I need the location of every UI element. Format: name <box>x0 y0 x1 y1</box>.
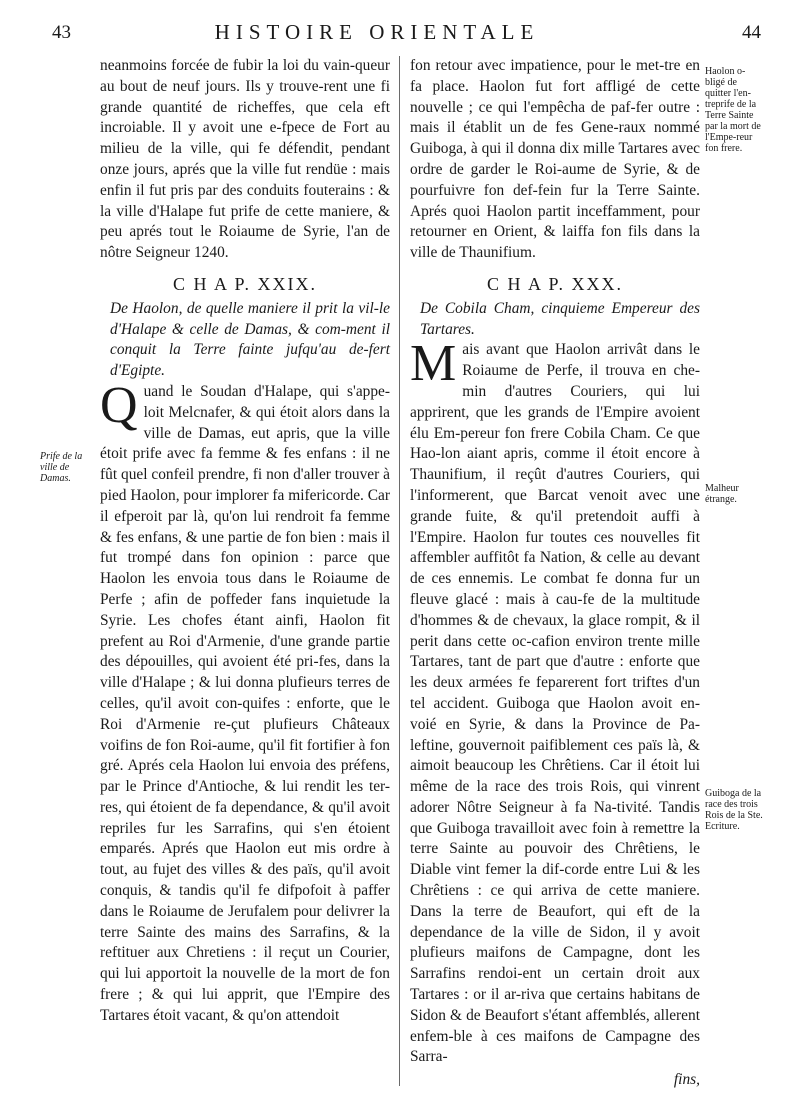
left-column <box>100 56 390 1027</box>
running-head <box>0 14 800 48</box>
left-paragraph-2-text: uand le Soudan d'Halape, qui s'appe-loit Melcnafer, & qui étoit alors dans la ville de Damas, eut apris, que la ville étoit prife avec fa femme & fes enfans : il ne fût quel confeil prendre, fi non d'aller trouver à pied Haolon, pour implorer fa mifericorde. Car il efperoit par là, qu'on lui rendroit fa femme & fes enfans, & une partie de fon bien : mais il fut trompé dans fon opinion : parce que Haolon les envoia tous dans le Roiaume de Perfe ; afin de poffeder fans inquietude la Syrie. Les chofes étant ainfi, Haolon fit prefent au Roi d'Armenie, d'une grande partie des dépouilles, qui avoient été pri-fes, dans la ville d'Halape ; & lui donna plufieurs terres de celles, qu'il avoit con-quifes : enforte, que le Roi d'Armenie re-çut plufieurs Châteaux voifins de fon Roi-aume, qu'il fit fortifier à fon gré. Aprés cela Haolon lui envoia des préfens, par le Prince d'Antioche, & lui rendit les ter-res, qui étoient de fa dependance, & qu'il avoit repriles fur les Sarrafins, qui s'en étoient emparés. Aprés que Haolon eut mis ordre à tout, au fujet des villes & des païs, qu'il avoit conquis, & tandis qu'il fe difpofoit à paffer dans le Roiaume de Jerufalem pour delivrer la terre Sainte des mains des Sarrafins, & la reftituer aux Chretiens : il reçut un Courier, qui lui apportoit la nouvelle de la mort de fon frere ; & qui lui apprit, que l'Empire des Tartares étoit vacant, & qu'on attendoit <box>100 382 390 1024</box>
chapter-29-title: C H A P. XXIX. <box>172 273 318 294</box>
chapter-30-title: C H A P. XXX. <box>486 273 624 294</box>
dropcap-q: Q <box>100 376 138 434</box>
chapter-30-summary: De Cobila Cham, cinquieme Empereur des Tartares. <box>420 299 700 338</box>
dropcap-m: M <box>410 335 457 393</box>
left-paragraph-2 <box>100 376 390 1027</box>
right-paragraph-1: fon retour avec impatience, pour le met-tre en fa place. Haolon fut fort affligé de cette nouvelle ; ce qui l'empêcha de paf-fer outre : mais il établit un de fes Gene-raux nommé Guiboga, à qui il donna dix mille Tartares avec ordre de garder le Roi-aume de Syrie, & de pourfuivre fon def-fein fur la Terre Sainte. Aprés quoi Haolon partit inceffamment, pour retourner en Orient, & laiffa fon fils dans la ville de Thaunifium. <box>410 57 700 262</box>
page-number-left: 43 <box>52 22 71 43</box>
column-divider <box>399 56 400 1086</box>
running-title: HISTOIRE ORIENTALE <box>214 20 540 44</box>
left-paragraph-1: neanmoins forcée de fubir la loi du vain-queur au bout de neuf jours. Ils y trouve-rent une fi grande quantité de richeffes, que cela eft incroiable. Il y avoit une e-fpece de Fort au milieu de la ville, qui fe défendit, pendant onze jours, aprés que la ville fut rendüe : mais enfin il fut pris par des conduits fouterains : & la ville d'Halape fut prife de cette maniere, & peu aprés tout le Roiaume de Syrie, l'an de nôtre Seigneur 1240. <box>100 57 390 262</box>
right-column <box>410 56 700 1091</box>
right-paragraph-2 <box>410 335 700 1068</box>
margin-note-right-3: Guiboga de la race des trois Rois de la Ste. Ecriture. <box>705 788 763 832</box>
margin-note-left: Prife de la ville de Damas. <box>40 451 83 484</box>
page-number-right: 44 <box>742 22 761 43</box>
catchword: fins, <box>673 1071 700 1089</box>
margin-note-right-2: Malheur étrange. <box>705 483 739 505</box>
margin-note-right-1: Haolon o-bligé de quitter l'en-treprife de la Terre Sainte par la mort de l'Empe-reur fon frere. <box>705 66 761 154</box>
chapter-29-summary: De Haolon, de quelle maniere il prit la vil-le d'Halape & celle de Damas, & com-ment il conquit la Terre fainte jufqu'au de-fert d'Egipte. <box>110 299 390 380</box>
right-paragraph-2-text: ais avant que Haolon arrivât dans le Roiaume de Perfe, il trouva en che-min d'autres Couriers, qui lui apprirent, que les grands de l'Empire avoient élu Em-pereur fon frere Cobila Cham. Ce que Hao-lon aiant apris, comme il étoit encore à Thaunifium, il reçût d'autres Couriers, qui l'informerent, que Barcat venoit avec une grande fuite, & qu'il pretendoit auffi à l'Empire. Haolon fur toutes ces nouvelles fit affembler auffitôt fa Nation, & celle au devant de ces ennemis. Le combat fe donna fur un fleuve glacé : mais à cau-fe de la multitude d'hommes & de chevaux, la glace rompit, & il perit dans cette oc-cafion environ trente mille Tartares, tant de part que d'autre : enforte que les deux armées fe feparerent fort triftes d'un tel accident. Guiboga que Haolon avoit en-voié en Syrie, & dans la Province de Pa-leftine, gouvernoit paifiblement ces païs là, & aimoit beaucoup les Chrêtiens. Car il étoit lui même de la race des trois Rois, qui vinrent adorer Nôtre Seigneur à fa Na-tivité. Tandis que Guiboga travailloit avec foin à remettre la terre Sainte au pouvoir des Chrêtiens, le Diable vint femer la dif-corde entre Lui & les Chrêtiens : ce qui arriva de cette maniere. Dans la terre de Beaufort, qui eft de la dependance de la ville de Sidon, il y avoit plufieurs maifons de Campagne, dont les Sarrafins rendoi-ent un certain droit aux Tartares : or il ar-riva que certains habitans de Sidon & de Beaufort s'étant affemblés, allerent enfem-ble à ces maifons de Campagne des Sarra- <box>410 341 700 1066</box>
